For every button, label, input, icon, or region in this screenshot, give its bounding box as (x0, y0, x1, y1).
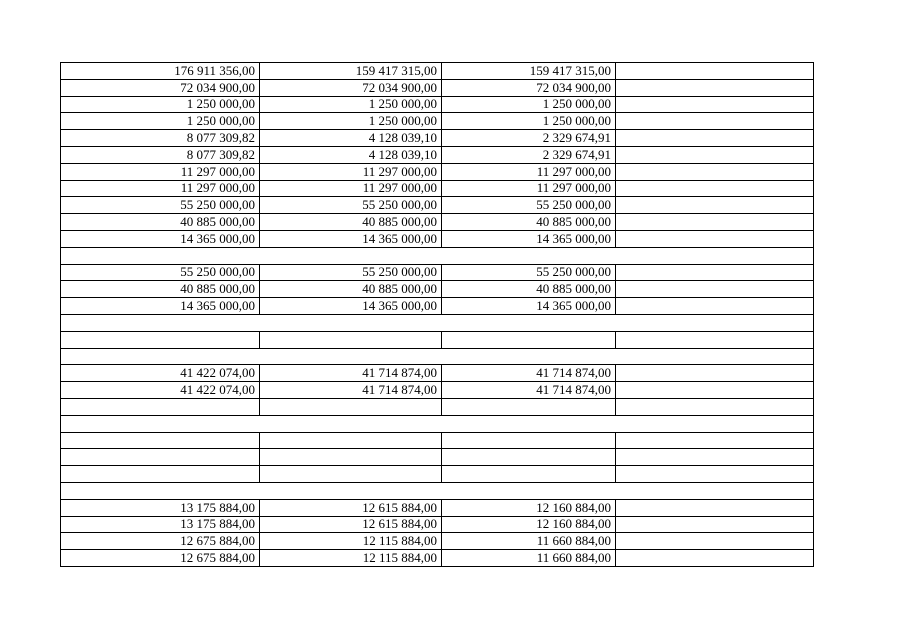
table-cell: 12 160 884,00 (442, 499, 616, 516)
table-row (61, 314, 814, 331)
table-cell: 55 250 000,00 (260, 197, 442, 214)
table-cell (616, 197, 814, 214)
table-cell: 55 250 000,00 (442, 197, 616, 214)
table-cell: 11 297 000,00 (61, 180, 260, 197)
table-cell (61, 398, 260, 415)
financial-table (60, 62, 814, 567)
table-cell: 41 714 874,00 (260, 382, 442, 399)
table-cell: 12 160 884,00 (442, 516, 616, 533)
table-cell (616, 365, 814, 382)
table-cell: 159 417 315,00 (260, 63, 442, 80)
table-cell: 72 034 900,00 (260, 79, 442, 96)
table-cell: 14 365 000,00 (61, 230, 260, 247)
table-cell (260, 466, 442, 483)
table-row (61, 449, 814, 466)
table-cell: 14 365 000,00 (260, 298, 442, 315)
table-cell: 14 365 000,00 (442, 230, 616, 247)
table-row (61, 146, 814, 163)
table-cell (61, 432, 260, 449)
table-cell: 72 034 900,00 (442, 79, 616, 96)
table-cell (616, 516, 814, 533)
table-cell: 41 422 074,00 (61, 365, 260, 382)
table-cell: 40 885 000,00 (260, 214, 442, 231)
table-cell: 12 115 884,00 (260, 550, 442, 567)
table-cell (260, 432, 442, 449)
table-cell: 41 714 874,00 (442, 365, 616, 382)
table-cell (616, 298, 814, 315)
table-spacer-cell (61, 415, 814, 432)
table-row (61, 432, 814, 449)
table-cell: 11 297 000,00 (442, 163, 616, 180)
table-cell: 12 115 884,00 (260, 533, 442, 550)
table-row (61, 382, 814, 399)
table-cell: 1 250 000,00 (61, 96, 260, 113)
table-row (61, 550, 814, 567)
table-cell (616, 146, 814, 163)
financial-table-body (61, 63, 814, 567)
table-row (61, 79, 814, 96)
table-cell (616, 281, 814, 298)
table-cell: 12 675 884,00 (61, 550, 260, 567)
table-cell: 159 417 315,00 (442, 63, 616, 80)
table-cell (616, 466, 814, 483)
table-cell: 1 250 000,00 (260, 113, 442, 130)
table-cell (616, 449, 814, 466)
table-cell: 40 885 000,00 (260, 281, 442, 298)
table-cell (61, 466, 260, 483)
table-row (61, 230, 814, 247)
table-row (61, 398, 814, 415)
table-row (61, 415, 814, 432)
table-cell (616, 96, 814, 113)
table-row (61, 96, 814, 113)
table-cell: 12 615 884,00 (260, 516, 442, 533)
table-cell (260, 398, 442, 415)
table-cell (616, 230, 814, 247)
table-cell (442, 466, 616, 483)
table-cell (616, 533, 814, 550)
table-cell: 8 077 309,82 (61, 130, 260, 147)
table-row (61, 197, 814, 214)
table-cell: 2 329 674,91 (442, 130, 616, 147)
table-row (61, 113, 814, 130)
table-cell (616, 499, 814, 516)
table-cell (442, 449, 616, 466)
table-cell: 40 885 000,00 (442, 214, 616, 231)
table-cell: 1 250 000,00 (260, 96, 442, 113)
table-cell (616, 63, 814, 80)
table-cell: 11 660 884,00 (442, 550, 616, 567)
table-cell: 11 297 000,00 (260, 163, 442, 180)
table-cell (616, 180, 814, 197)
table-cell: 55 250 000,00 (442, 264, 616, 281)
table-cell (616, 331, 814, 348)
table-cell (616, 382, 814, 399)
table-cell: 14 365 000,00 (442, 298, 616, 315)
table-spacer-cell (61, 482, 814, 499)
table-cell: 13 175 884,00 (61, 516, 260, 533)
table-cell: 4 128 039,10 (260, 130, 442, 147)
table-cell: 12 615 884,00 (260, 499, 442, 516)
table-cell: 176 911 356,00 (61, 63, 260, 80)
table-row (61, 247, 814, 264)
table-cell (442, 398, 616, 415)
table-cell (616, 130, 814, 147)
table-cell: 4 128 039,10 (260, 146, 442, 163)
table-cell (442, 432, 616, 449)
table-cell (260, 449, 442, 466)
table-cell: 40 885 000,00 (442, 281, 616, 298)
table-cell (616, 113, 814, 130)
table-cell: 41 422 074,00 (61, 382, 260, 399)
table-row (61, 63, 814, 80)
table-cell (260, 331, 442, 348)
table-cell: 40 885 000,00 (61, 281, 260, 298)
table-cell: 55 250 000,00 (260, 264, 442, 281)
table-spacer-cell (61, 314, 814, 331)
table-cell: 1 250 000,00 (442, 113, 616, 130)
table-cell: 1 250 000,00 (442, 96, 616, 113)
table-row (61, 264, 814, 281)
table-spacer-cell (61, 348, 814, 365)
table-cell: 1 250 000,00 (61, 113, 260, 130)
table-cell: 55 250 000,00 (61, 197, 260, 214)
table-row (61, 365, 814, 382)
table-cell (616, 398, 814, 415)
table-cell: 11 297 000,00 (61, 163, 260, 180)
table-cell (616, 550, 814, 567)
table-cell: 55 250 000,00 (61, 264, 260, 281)
table-cell (616, 432, 814, 449)
table-row (61, 499, 814, 516)
table-row (61, 516, 814, 533)
table-row (61, 466, 814, 483)
table-cell: 11 660 884,00 (442, 533, 616, 550)
table-cell: 11 297 000,00 (442, 180, 616, 197)
table-cell: 40 885 000,00 (61, 214, 260, 231)
table-cell: 2 329 674,91 (442, 146, 616, 163)
table-cell: 41 714 874,00 (260, 365, 442, 382)
table-spacer-cell (61, 247, 814, 264)
table-cell: 14 365 000,00 (61, 298, 260, 315)
table-cell (616, 163, 814, 180)
table-cell: 41 714 874,00 (442, 382, 616, 399)
table-cell (616, 79, 814, 96)
table-row (61, 533, 814, 550)
table-row (61, 163, 814, 180)
table-row (61, 482, 814, 499)
table-row (61, 130, 814, 147)
table-cell (61, 331, 260, 348)
table-cell (616, 264, 814, 281)
table-row (61, 331, 814, 348)
table-cell: 8 077 309,82 (61, 146, 260, 163)
table-cell: 14 365 000,00 (260, 230, 442, 247)
table-cell (442, 331, 616, 348)
table-cell: 13 175 884,00 (61, 499, 260, 516)
table-row (61, 348, 814, 365)
table-cell: 11 297 000,00 (260, 180, 442, 197)
table-row (61, 214, 814, 231)
table-cell (616, 214, 814, 231)
table-cell (61, 449, 260, 466)
table-row (61, 298, 814, 315)
table-row (61, 281, 814, 298)
table-cell: 12 675 884,00 (61, 533, 260, 550)
table-row (61, 180, 814, 197)
table-cell: 72 034 900,00 (61, 79, 260, 96)
